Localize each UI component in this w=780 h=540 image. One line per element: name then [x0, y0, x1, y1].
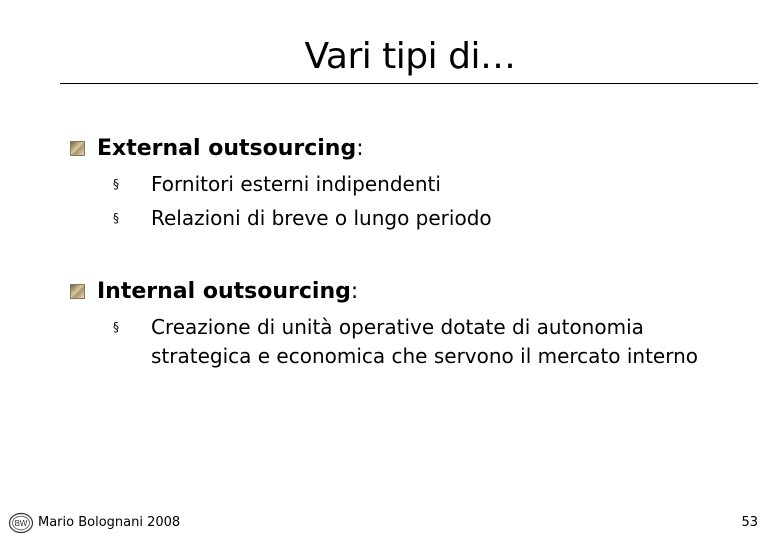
footer-author: Mario Bolognani 2008 [38, 515, 181, 530]
page-number: 53 [741, 515, 758, 530]
bullet-square-icon [70, 141, 85, 156]
slide-title: Vari tipi di… [304, 36, 516, 77]
bullet-label: External outsourcing [97, 136, 357, 161]
section-sign-icon: § [113, 211, 119, 225]
bullet-square-icon [70, 284, 85, 299]
sub-bullet [113, 170, 751, 199]
title-divider [60, 83, 758, 84]
logo-icon [8, 512, 34, 534]
bullet-internal-outsourcing [70, 279, 358, 304]
sub-bullet-text: Relazioni di breve o lungo periodo [151, 206, 492, 230]
sub-bullet-text: Creazione di unità operative dotate di autonomia strategica e economica che servono il mercato interno [151, 315, 699, 368]
bullet-colon: : [350, 279, 359, 304]
bullet-label: Internal outsourcing [97, 279, 351, 304]
sub-bullet [113, 313, 741, 371]
logo-text: BW [14, 519, 28, 528]
sub-bullet-text: Fornitori esterni indipendenti [151, 172, 441, 196]
sub-bullet [113, 204, 751, 233]
bullet-colon: : [356, 136, 364, 161]
section-sign-icon: § [113, 177, 119, 191]
bullet-external-outsourcing [70, 136, 364, 161]
section-sign-icon: § [113, 320, 119, 334]
